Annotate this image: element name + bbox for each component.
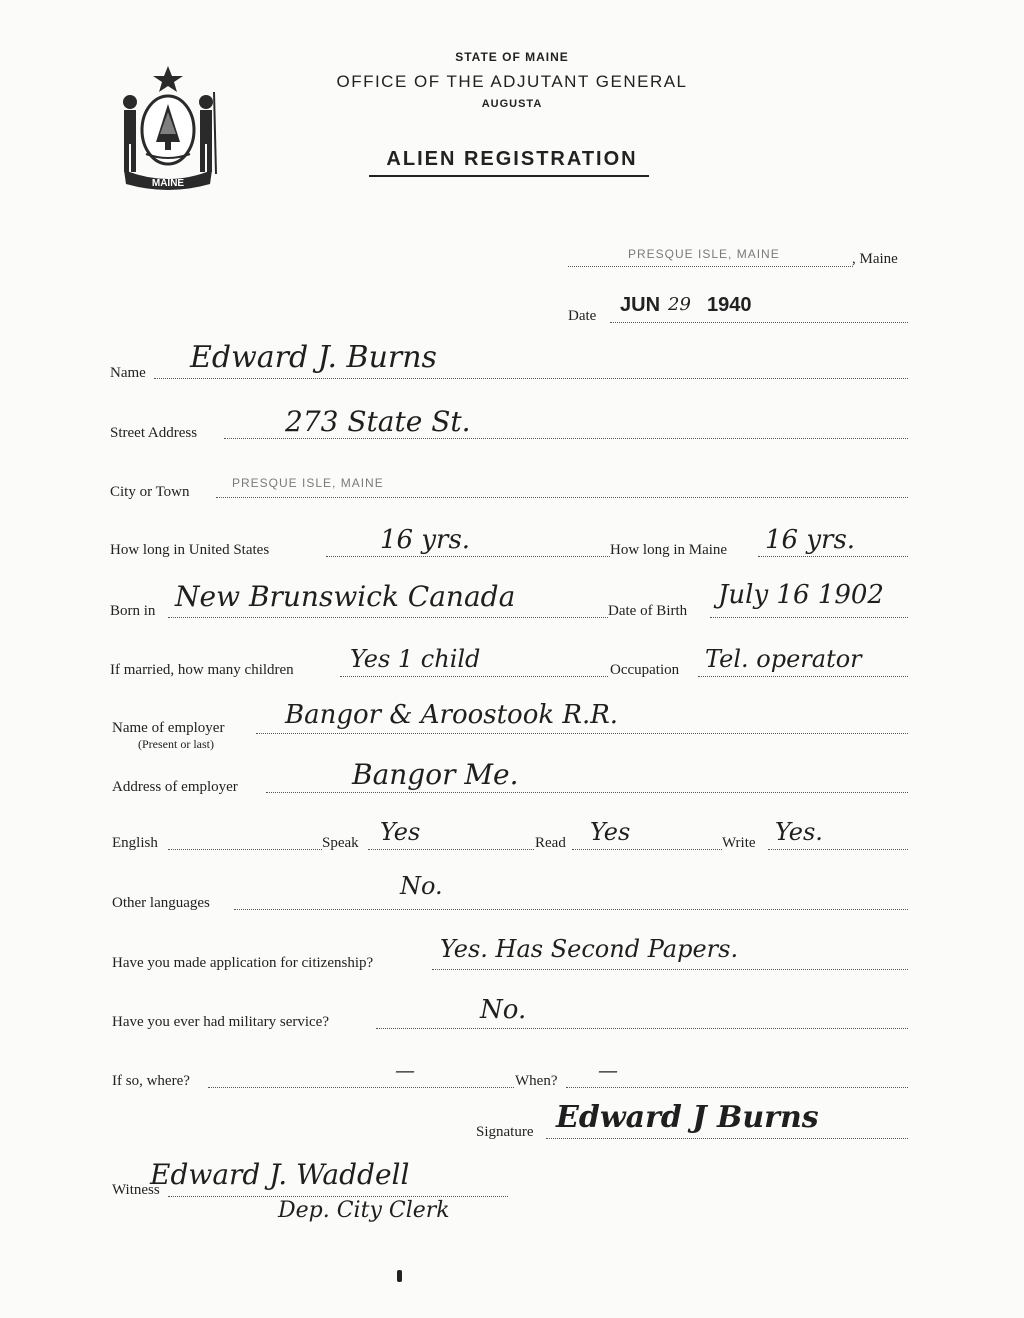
employer-label: Name of employer [112,720,225,736]
header-state: STATE OF MAINE [455,50,569,64]
read-label: Read [535,835,566,851]
citizenship-value: Yes. Has Second Papers. [440,935,739,963]
employer-address-value: Bangor Me. [352,758,519,791]
date-of-birth-label: Date of Birth [608,603,688,619]
military-value: No. [480,995,527,1025]
date-stamp-month: JUN [620,294,661,316]
header-office: OFFICE OF THE ADJUTANT GENERAL [336,72,688,91]
write-value: Yes. [775,818,823,846]
name-value: Edward J. Burns [190,340,437,375]
date-label: Date [568,308,597,324]
citizenship-label: Have you made application for citizenship? [112,955,374,971]
street-value: 273 State St. [285,405,471,438]
read-value: Yes [590,818,631,846]
signature-label: Signature [476,1124,534,1140]
where-value: — [395,1058,415,1082]
punch-mark [397,1270,402,1282]
where-label: If so, where? [112,1073,190,1089]
city-stamp: PRESQUE ISLE, MAINE [232,476,384,490]
signature-value: Edward J Burns [556,1100,819,1135]
speak-value: Yes [380,818,421,846]
born-in-value: New Brunswick Canada [175,580,516,613]
witness-title: Dep. City Clerk [278,1198,450,1223]
military-label: Have you ever had military service? [112,1014,329,1030]
header-city: AUGUSTA [481,98,543,110]
how-long-maine-value: 16 yrs. [765,525,856,555]
how-long-us-label: How long in United States [110,542,270,558]
date-of-birth-value: July 16 1902 [718,580,884,610]
form-title-underline [369,175,649,177]
city-label: City or Town [110,484,190,500]
write-label: Write [722,835,756,851]
place-stamp: PRESQUE ISLE, MAINE [628,247,780,261]
employer-sublabel: (Present or last) [138,737,214,751]
born-in-label: Born in [110,603,156,619]
when-label: When? [515,1073,558,1089]
date-stamp-day: 29 [668,294,691,315]
how-long-maine-label: How long in Maine [610,542,728,558]
name-label: Name [110,365,146,381]
witness-label: Witness [112,1182,160,1198]
employer-value: Bangor & Aroostook R.R. [285,700,619,730]
place-suffix: , Maine [852,251,898,267]
how-long-us-value: 16 yrs. [380,525,471,555]
occupation-value: Tel. operator [705,645,862,673]
witness-value: Edward J. Waddell [150,1158,410,1191]
date-stamp-year: 1940 [707,294,752,316]
when-value: — [598,1058,618,1082]
street-label: Street Address [110,425,198,441]
other-languages-value: No. [400,872,443,900]
married-value: Yes 1 child [350,645,481,673]
english-label: English [112,835,158,851]
form-title: ALIEN REGISTRATION [386,148,638,170]
married-label: If married, how many children [110,662,294,678]
other-languages-label: Other languages [112,895,210,911]
employer-address-label: Address of employer [112,779,238,795]
seal-text: MAINE [151,178,185,189]
occupation-label: Occupation [610,662,680,678]
speak-label: Speak [322,835,359,851]
